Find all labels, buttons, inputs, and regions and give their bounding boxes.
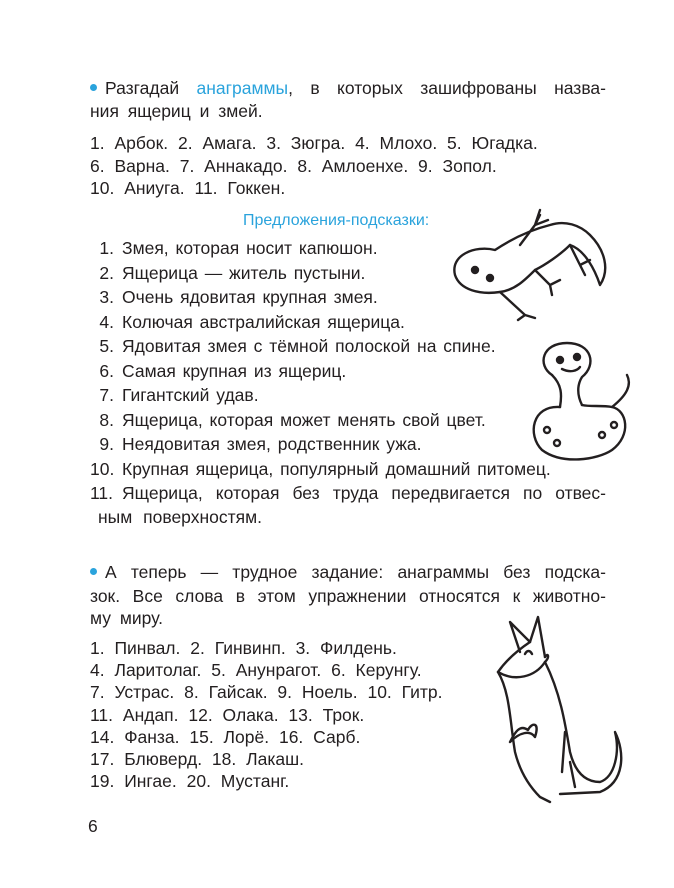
hint-text: Крупная ящерица, популярный домашний питомец.	[122, 458, 551, 479]
task2-anagrams-line: 17. Блюверд. 18. Лакаш.	[90, 749, 304, 769]
hint-number: 3.	[99, 287, 114, 307]
lizard-illustration	[440, 200, 615, 325]
snake-illustration	[522, 335, 642, 475]
hint-number: 8.	[99, 409, 114, 430]
hint-item	[90, 335, 496, 357]
bullet-icon	[90, 568, 97, 575]
task2-anagrams-line: 14. Фанза. 15. Лорё. 16. Сарб.	[90, 726, 361, 747]
hints-title: Предложения-подсказки:	[243, 212, 430, 229]
hint-number: 5.	[99, 336, 114, 356]
task1-anagrams-line: 10. Аниуга. 11. Гоккен.	[90, 178, 286, 198]
task1-intro-line-2: ния ящериц и змей.	[90, 101, 263, 121]
hint-text: Очень ядовитая крупная змея.	[122, 287, 378, 307]
hint-item	[90, 286, 378, 308]
hint-number: 11.	[90, 483, 114, 503]
hint-item	[90, 409, 486, 431]
hint-11-continuation: ным поверхностям.	[98, 507, 262, 527]
hint-number: 1.	[99, 238, 114, 258]
hint-text: Змея, которая носит капюшон.	[122, 238, 378, 258]
task2-anagrams-line: 19. Ингае. 20. Мустанг.	[90, 771, 290, 792]
hint-text: Неядовитая змея, родственник ужа.	[122, 434, 422, 454]
task2-intro-line-3: му миру.	[90, 608, 164, 628]
hint-item	[90, 482, 606, 504]
hint-number: 9.	[99, 434, 114, 454]
hint-text: Ящерица, которая может менять свой цвет.	[122, 409, 486, 430]
task2-intro-line-2: зок. Все слова в этом упражнении относятся к животно-	[90, 586, 606, 606]
hint-item	[90, 384, 259, 406]
task2-anagrams-line: 11. Андап. 12. Олака. 13. Трок.	[90, 704, 365, 725]
hint-text: Ящерица, которая без труда передвигается по отвес-	[122, 483, 606, 503]
hint-text: Ядовитая змея с тёмной полоской на спине.	[122, 336, 496, 356]
hint-number: 2.	[99, 262, 114, 283]
task1-anagrams-line: 6. Варна. 7. Аннакадо. 8. Амлоенхе. 9. Зопол.	[90, 156, 497, 176]
hint-item	[90, 433, 422, 455]
hint-item	[90, 311, 405, 333]
task2-anagrams-line: 4. Ларитолаг. 5. Анунрагот. 6. Керунгу.	[90, 660, 422, 681]
hint-item	[90, 360, 346, 382]
hint-number: 7.	[99, 385, 114, 405]
page-number: 6	[88, 816, 98, 836]
anagram-term: анаграммы	[196, 78, 289, 98]
hint-number: 10.	[90, 458, 115, 479]
hint-number: 4.	[99, 311, 114, 332]
hint-text: Гигантский удав.	[122, 385, 259, 405]
task2-intro-line-1: А теперь — трудное задание: анаграммы без подска-	[90, 561, 606, 583]
hint-item	[90, 262, 365, 284]
hint-text: Ящерица — житель пустыни.	[122, 262, 366, 283]
hint-text: Колючая австралийская ящерица.	[122, 311, 405, 332]
hint-item	[90, 458, 551, 480]
kangaroo-illustration	[490, 612, 630, 804]
hint-item	[90, 237, 378, 259]
task2-anagrams-line: 1. Пинвал. 2. Гинвинп. 3. Филдень.	[90, 638, 397, 658]
task2-anagrams-line: 7. Устрас. 8. Гайсак. 9. Ноель. 10. Гитр.	[90, 682, 443, 703]
hint-text: Самая крупная из ящериц.	[122, 360, 347, 381]
hint-number: 6.	[99, 360, 114, 381]
task1-intro-line-1: Разгадай анаграммы, в которых зашифрованы назва-	[90, 77, 606, 99]
task1-anagrams-line: 1. Арбок. 2. Амага. 3. Зюгра. 4. Млохо. 5. Югадка.	[90, 133, 538, 153]
bullet-icon	[90, 84, 97, 91]
